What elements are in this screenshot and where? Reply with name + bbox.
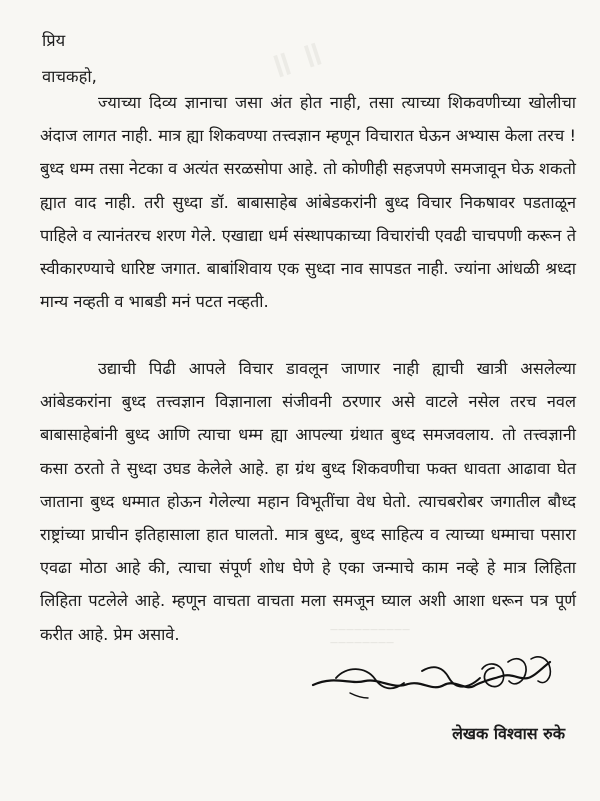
letter-paragraph-1: ज्याच्या दिव्य ज्ञानाचा जसा अंत होत नाही, तसा त्याच्या शिकवणीच्या खोलीचा अंदाज लागत नाही. मात्र ह्या शिकवण्या तत्त्वज्ञान म्हणून विचारात घेऊन अभ्यास केला तरच ! बुध्द धम्म तसा नेटका व अत्यंत सरळसोपा आहे. तो कोणीही सहजपणे समजावून घेऊ शकतो ह्यात वाद नाही. तरी सुध्दा डॉ. बाबासाहेब आंबेडकरांनी बुध्द विचार निकषावर पडताळून पाहिले व त्यानंतरच शरण गेले. एखाद्या धर्म संस्थापकाच्या विचारांची एवढी चाचपणी करून ते स्वीकारण्याचे धारिष्ट जगात. बाबांशिवाय एक सुध्दा नाव सापडत नाही. ज्यांना आंधळी श्रध्दा मान्य नव्हती व भाबडी मनं पटत नव्हती. bbox=[40, 93, 576, 312]
handwritten-signature bbox=[310, 650, 560, 720]
salutation-line-1: प्रिय bbox=[42, 31, 66, 50]
faint-watermark: ॥ ॥ bbox=[264, 32, 328, 88]
author-name: लेखक विश्वास रुके bbox=[452, 724, 565, 743]
salutation-line-2: वाचकहो, bbox=[42, 67, 97, 86]
faint-stamp-mark: —————————— ———————— bbox=[330, 625, 410, 647]
letter-paragraph-2: उद्याची पिढी आपले विचार डावलून जाणार नाही ह्याची खात्री असलेल्या आंबेडकरांना बुध्द तत्त्वज्ञान विज्ञानाला संजीवनी ठरणार असे वाटले नसेल तरच नवल बाबासाहेबांनी बुध्द आणि त्याचा धम्म ह्या आपल्या ग्रंथात बुध्द समजवलाय. तो तत्त्वज्ञानी कसा ठरतो ते सुध्दा उघड केलेले आहे. हा ग्रंथ बुध्द शिकवणीचा फक्त धावता आढावा घेत जाताना बुध्द धम्मात होऊन गेलेल्या महान विभूतींचा वेध घेतो. त्याचबरोबर जगातील बौध्द राष्ट्रांच्या प्राचीन इतिहासाला हात घालतो. मात्र बुध्द, बुध्द साहित्य व त्याच्या धम्माचा पसारा एवढा मोठा आहे की, त्याचा संपूर्ण शोध घेणे हे एका जन्माचे काम नव्हे हे मात्र लिहिता लिहिता पटलेले आहे. म्हणून वाचता वाचता मला समजून घ्याल अशी आशा धरून पत्र पूर्ण करीत आहे. प्रेम असावे. bbox=[40, 359, 576, 644]
